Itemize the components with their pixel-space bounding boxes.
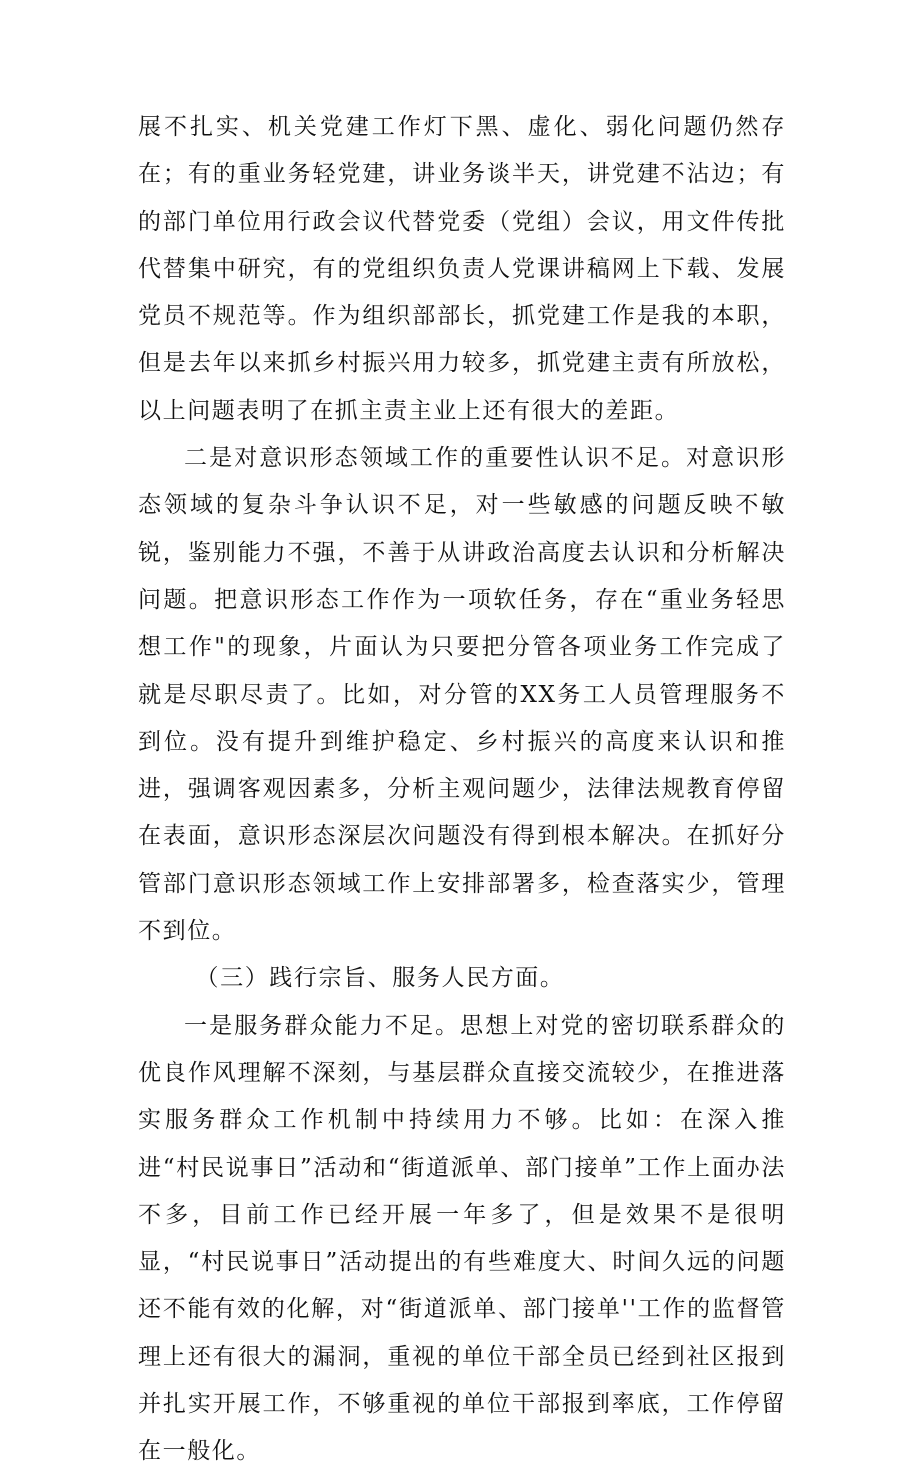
document-body bbox=[138, 104, 786, 1476]
paragraph-serving-masses: 一是服务群众能力不足。思想上对党的密切联系群众的优良作风理解不深刻，与基层群众直接交流较少，在推进落实服务群众工作机制中持续用力不够。比如：在深入推进“村民说事日”活动和“街道派单、部门接单”工作上面办法不多，目前工作已经开展一年多了，但是效果不是很明显，“村民说事日”活动提出的有些难度大、时间久远的问题还不能有效的化解，对“街道派单、部门接单''工作的监督管理上还有很大的漏洞，重视的单位干部全员已经到社区报到并扎实开展工作，不够重视的单位干部报到率底，工作停留在一般化。 bbox=[138, 1012, 786, 1465]
paragraph-continuation: 展不扎实、机关党建工作灯下黑、虚化、弱化问题仍然存在；有的重业务轻党建，讲业务谈半天，讲党建不沾边；有的部门单位用行政会议代替党委（党组）会议，用文件传批代替集中研究，有的党组织负责人党课讲稿网上下载、发展党员不规范等。作为组织部部长，抓党建工作是我的本职，但是去年以来抓乡村振兴用力较多，抓党建主责有所放松，以上问题表明了在抓主责主业上还有很大的差距。 bbox=[138, 114, 786, 424]
section-heading-serving-people: （三）践行宗旨、服务人民方面。 bbox=[195, 965, 565, 992]
paragraph-ideology: 二是对意识形态领域工作的重要性认识不足。对意识形态领域的复杂斗争认识不足，对一些敏感的问题反映不敏锐，鉴别能力不强，不善于从讲政治高度去认识和分析解决问题。把意识形态工作作为一项软任务，存在“重业务轻思想工作"的现象，片面认为只要把分管各项业务工作完成了就是尽职尽责了。比如，对分管的XX务工人员管理服务不到位。没有提升到维护稳定、乡村振兴的高度来认识和推进，强调客观因素多，分析主观问题少，法律法规教育停留在表面，意识形态深层次问题没有得到根本解决。在抓好分管部门意识形态领域工作上安排部署多，检查落实少，管理不到位。 bbox=[138, 445, 786, 945]
